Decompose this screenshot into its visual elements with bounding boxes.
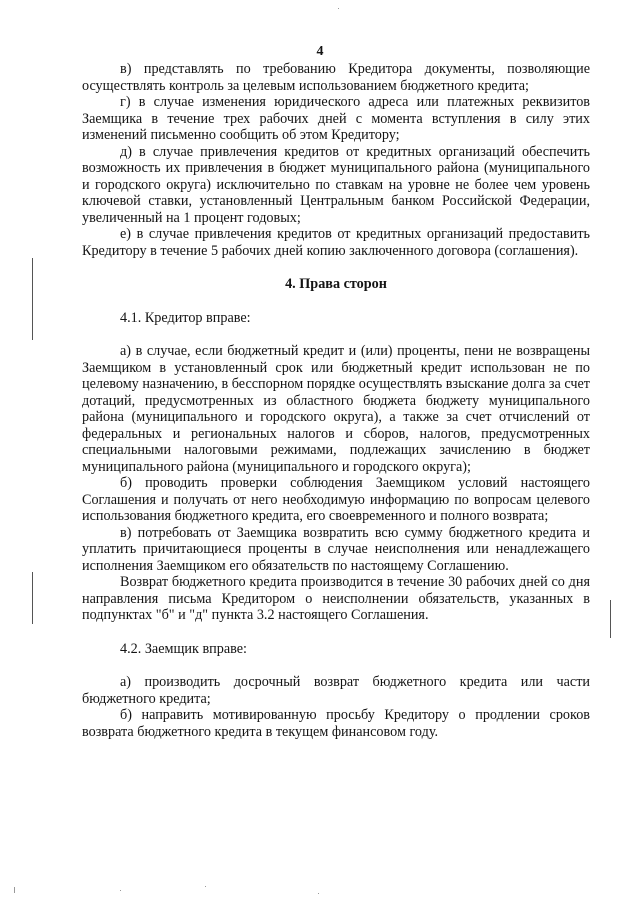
creditor-item-a: а) в случае, если бюджетный кредит и (или) проценты, пени не возвращены Заемщиком в установленный срок или бюджетный кредит использован не по целевому назначению, в бесспорном порядке осуществлять взыскание долга за счет дотаций, предусмотренных из областного бюджета бюджету муниципального района (муниципального и городского округа), а также за счет отчислений от федеральных и региональных налогов и сборов, налогов, предусмотренных специальными налоговыми режимами, подлежащих зачислению в бюджет муниципального района (муниципального и городского округа);	[82, 343, 590, 475]
spacer	[82, 657, 590, 674]
scan-speck	[205, 886, 206, 887]
document-body	[82, 61, 590, 740]
paragraph-3-2-v: в) представлять по требованию Кредитора документы, позволяющие осуществлять контроль за целевым использованием бюджетного кредита;	[82, 61, 590, 94]
paragraph-3-2-e: е) в случае привлечения кредитов от кредитных организаций предоставить Кредитору в течение 5 рабочих дней копию заключенного договора (соглашения).	[82, 226, 590, 259]
left-margin-mark	[32, 572, 33, 624]
borrower-item-b: б) направить мотивированную просьбу Кредитору о продлении сроков возврата бюджетного кредита в текущем финансовом году.	[82, 707, 590, 740]
spacer	[82, 326, 590, 343]
creditor-item-b: б) проводить проверки соблюдения Заемщиком условий настоящего Соглашения и получать от него необходимую информацию по вопросам целевого использования бюджетного кредита, его своевременного и полного возврата;	[82, 475, 590, 524]
scan-speck	[14, 887, 15, 893]
borrower-rights-heading: 4.2. Заемщик вправе:	[120, 640, 248, 657]
creditor-rights-heading: 4.1. Кредитор вправе:	[120, 309, 251, 326]
scan-speck	[338, 8, 339, 9]
section-4-title: 4. Права сторон	[285, 276, 387, 292]
credit-return-paragraph: Возврат бюджетного кредита производится в течение 30 рабочих дней со дня направления письма Кредитором о неисполнении обязательств, указанных в подпунктах "б" и "д" пункта 3.2 настоящего Соглашения.	[82, 574, 590, 623]
left-margin-mark	[32, 258, 33, 340]
scan-speck	[120, 890, 121, 891]
spacer	[82, 259, 590, 276]
creditor-item-v: в) потребовать от Заемщика возвратить всю сумму бюджетного кредита и уплатить причитающиеся проценты в случае неисполнения или ненадлежащего исполнения Заемщиком его обязательств по настоящему Соглашению.	[82, 524, 590, 574]
right-margin-mark	[610, 600, 611, 638]
scan-speck	[318, 893, 319, 894]
borrower-item-a: а) производить досрочный возврат бюджетного кредита или части бюджетного кредита;	[82, 674, 590, 707]
spacer	[82, 293, 590, 310]
page-number: 4	[316, 44, 324, 59]
spacer	[82, 624, 590, 641]
paragraph-3-2-d: д) в случае привлечения кредитов от кредитных организаций обеспечить возможность их привлечения в бюджет муниципального района (муниципального и городского округа) исключительно по ставкам на уровне не более чем уровень ключевой ставки, установленный Центральным банком Российской Федерации, увеличенный на 1 процент годовых;	[82, 143, 590, 226]
paragraph-3-2-g: г) в случае изменения юридического адреса или платежных реквизитов Заемщика в течение трех рабочих дней с момента вступления в силу этих изменений письменно сообщить об этом Кредитору;	[82, 94, 590, 143]
